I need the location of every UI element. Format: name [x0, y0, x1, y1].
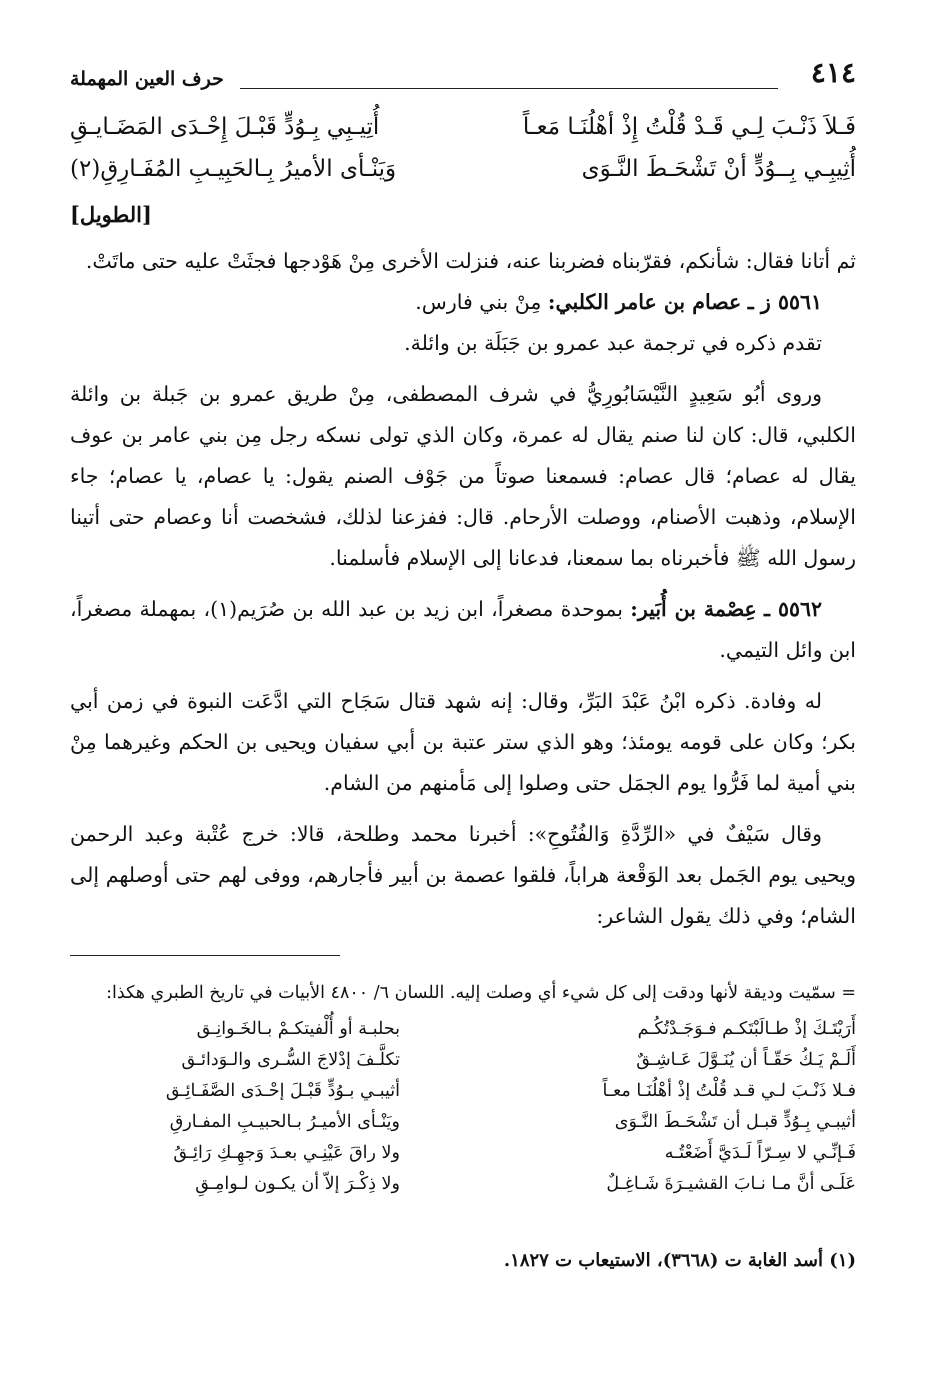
footnote-continuation: = سمّيت وديقة لأنها ودقت إلى كل شيء أي وصلت إليه. اللسان ٦/ ٤٨٠٠ الأبيات في تاريخ الطبري هكذا: — [106, 983, 856, 1003]
footnote-verse-second: ويَنْـأى الأميـرُ بـالحبيـبِ المفـارقِ — [169, 1112, 400, 1132]
verse-1-second-hemistich: أُتِيـبِي بِـوُدٍّ قَبْـلَ إِحْـدَى المَضَـايـقِ — [70, 114, 380, 140]
entry-5562-number: ٥٥٦٢ ـ — [764, 597, 822, 621]
footnote-verse-second: ولا راقَ عَيْنِـي بعـدَ وَجهِـكِ رَائِـقُ — [173, 1143, 400, 1163]
footnote-poem — [70, 1014, 856, 1244]
verse-1-first-hemistich: فَـلاَ ذَنْـبَ لِـي قَـدْ قُلْتُ إِذْ أهْلُنَـا مَعـاً — [522, 114, 856, 140]
paragraph-2: وروى أبُو سَعِيدٍ النَّيْسَابُورِيُّ في شرف المصطفى، مِنْ طريق عمرو بن جَبلة بن وائلة الكلبي، قال: كان لنا صنم يقال له عمرة، وكان الذي تولى نسكه رجل مِن بني عامر بن عوف يقال له عصام؛ قال عصام: فسمعنا صوتاً من جَوْف الصنم يقول: يا عصام، يا عصام؛ جاء الإسلام، وذهبت الأصنام، ووصلت الأرحام. قال: ففزعنا لذلك، فشخصت أنا وعصام حتى أتينا رسول الله ﷺ فأخبرناه بما سمعنا، فدعانا إلى الإسلام فأسلمنا. — [70, 382, 856, 570]
entry-5561-text: مِنْ بني فارس. — [415, 290, 548, 314]
footnote-1-sources: (١) أسد الغابة ت (٣٦٦٨)، الاستيعاب ت ١٨٢٧. — [503, 1250, 856, 1271]
paragraph-1: ثم أتانا فقال: شأنكم، فقرّبناه فضربنا عنه، فنزلت الأخرى مِنْ هَوْدجها فجثَتْ عليه حتى ماتَتْ. — [85, 249, 856, 273]
verse-2-first-hemistich: أُثِيبِـي بِــوُدٍّ أنْ تَشْحَـطَ النَّـوَى — [581, 156, 856, 182]
entry-5561-name: عصام بن عامر الكلبي: — [547, 290, 742, 314]
poem-meter: [الطويل] — [70, 202, 152, 227]
entry-5562 — [70, 589, 856, 671]
footnote-verse-first: أثيبـي بِـوُدٍّ قبـل أن تَشْحَـطَ النَّـوَى — [614, 1112, 856, 1132]
footnote-poem-left-column — [70, 1014, 400, 1200]
running-title: حرف العين المهملة — [70, 68, 224, 90]
paragraph-3: له وفادة. ذكره ابْنُ عَبْدَ البَرِّ، وقال: إنه شهد قتال سَجَاح التي ادَّعَت النبوة في زمن أبي بكر؛ وكان على قومه يومئذ؛ وهو الذي ستر عتبة بن أبي سفيان ويحيى بن الحكم وغيرهما مِنْ بني أمية لما فَرُّوا يوم الجمَل حتى وصلوا إلى مَأمنهم من الشام. — [70, 689, 856, 795]
page-header — [70, 56, 856, 96]
footnote-verse-first: فَـإنِّـي لا سِـرّاً لَـدَيَّ أَضَعْتُـه — [664, 1143, 856, 1163]
poem-verses — [70, 106, 856, 196]
footnote-poem-right-column — [526, 1014, 856, 1200]
verse-2-second-hemistich: وَيَنْـأى الأميرُ بِـالحَبِيـبِ المُفَـارِقِ(٢) — [70, 156, 397, 182]
footnote-verse-first: عَلَـى أنَّ مـا نـابَ القشيـرَةَ شَـاغِـلٌ — [606, 1174, 856, 1194]
footnote-verse-second: ولا ذِكْـرَ إلاّ أن يكـون لـوامِـقِ — [195, 1174, 400, 1194]
footnote-verse-second: تكلَّـفَ إدْلاجَ السُّـرى والـوَدائـق — [181, 1050, 400, 1070]
footnote-verse-first: فـلا ذَنْـبَ لـي قـد قُلْتُ إذْ أهْلُنَـا معـاً — [602, 1081, 856, 1101]
footnote-verse-second: بحلبـة أو أُلْفيتكـمْ بـالخَـوانِـق — [196, 1019, 400, 1039]
paragraph-4: وقال سَيْفٌ في «الرِّدَّةِ وَالفُتُوحِ»: أخبرنا محمد وطلحة، قالا: خرج عُتْبة وعبد الرحمن ويحيى يوم الجَمل بعد الوَقْعة هراباً، فلقوا عصمة بن أبير فأجارهم، ووفى لهم حتى أوصلهم إلى الشام؛ وفي ذلك يقول الشاعر: — [70, 822, 856, 928]
entry-5562-text: بموحدة مصغراً، ابن زيد بن عبد الله بن صُرَيم(١)، بمهملة مصغراً، ابن وائل التيمي. — [70, 597, 856, 662]
header-rule — [240, 88, 778, 89]
entry-5562-name: عِصْمة بن أُبَير: — [630, 597, 757, 621]
footnotes — [70, 978, 856, 1276]
entry-5561-reference: تقدم ذكره في ترجمة عبد عمرو بن جَبَلَة بن وائلة. — [404, 331, 822, 355]
footnote-verse-second: أثيبـي بـوُدٍّ قَبْـلَ إحْـدَى الصَّفَـائِـق — [165, 1081, 400, 1101]
footnote-verse-first: أَرَيْتَـكَ إذْ طـالَبْتَكـم فـوَجَـدْتُكُـم — [637, 1019, 856, 1039]
footnote-separator — [70, 955, 340, 956]
entry-5561 — [70, 282, 856, 323]
page-number: ٤١٤ — [810, 56, 856, 89]
entry-5561-number: ٥٥٦١ ز ـ — [747, 290, 822, 314]
footnote-verse-first: أَلَـمْ يَـكُ حَقّـاً أن يُنَـوَّلَ عَـاشِـقٌ — [636, 1050, 856, 1070]
book-page — [70, 56, 856, 1276]
